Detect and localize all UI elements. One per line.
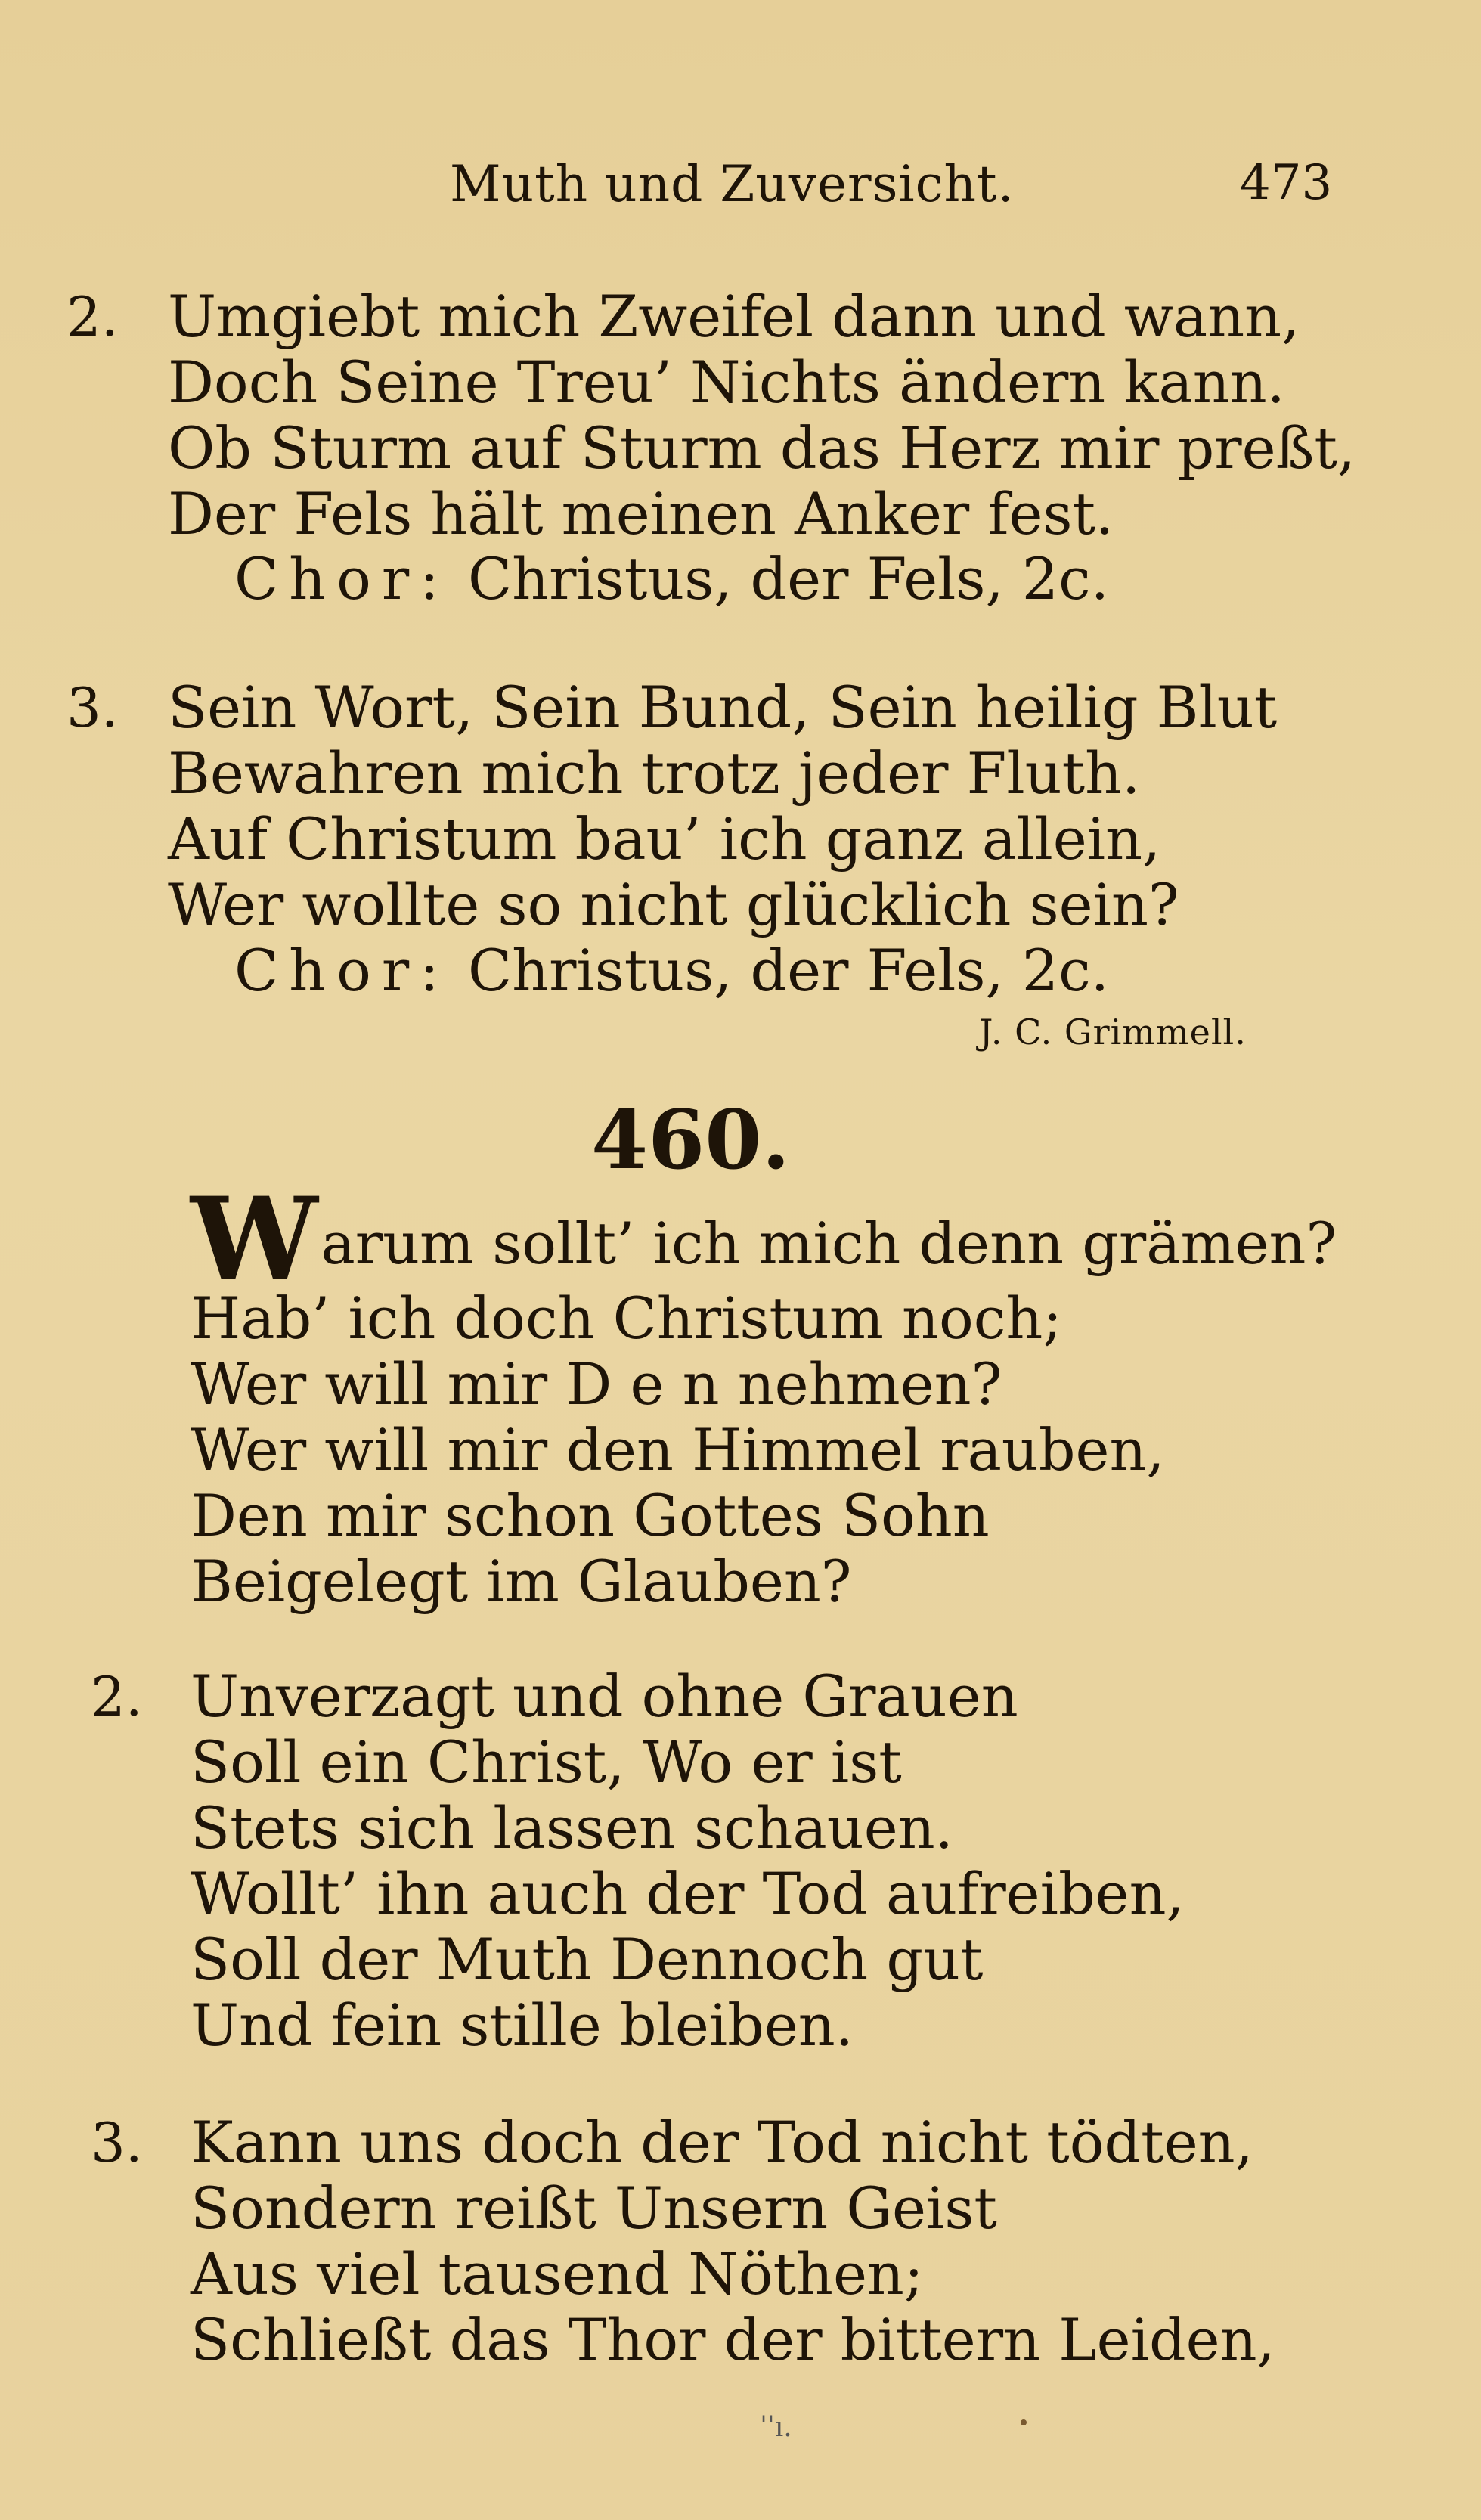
printer-marks: ˈˈı. xyxy=(760,2412,792,2443)
verse-line: Soll ein Christ, Wo er ist xyxy=(191,1728,902,1796)
first-line-text: arum sollt’ ich mich denn grämen? xyxy=(321,1210,1337,1277)
chorus-text: Christus, der Fels, 2c. xyxy=(467,937,1109,1004)
verse-first-line xyxy=(191,1173,1337,1306)
running-title: Muth und Zuversicht. xyxy=(450,155,1015,213)
verse-line: Doch Seine Treu’ Nichts ändern kann. xyxy=(168,349,1285,416)
verse-number: 3. xyxy=(91,2111,143,2174)
verse-number: 3. xyxy=(67,676,119,739)
verse-number: 2. xyxy=(91,1665,143,1728)
hymn-number: 460. xyxy=(591,1093,791,1188)
chorus-label: Chor: xyxy=(234,937,450,1004)
verse-line: Den mir schon Gottes Sohn xyxy=(191,1482,990,1549)
author-attribution: J. C. Grimmell. xyxy=(979,1012,1247,1052)
chorus-text: Christus, der Fels, 2c. xyxy=(467,545,1109,612)
verse-line: Soll der Muth Dennoch gut xyxy=(191,1926,984,1993)
verse-line: Hab’ ich doch Christum noch; xyxy=(191,1285,1062,1352)
chorus-line xyxy=(234,546,1109,612)
verse-line: Und fein stille bleiben. xyxy=(191,1992,854,2059)
chorus-line xyxy=(234,938,1109,1004)
page-number: 473 xyxy=(1240,155,1333,211)
verse-line: Sein Wort, Sein Bund, Sein heilig Blut xyxy=(168,674,1278,741)
verse-line: Stets sich lassen schauen. xyxy=(191,1794,953,1861)
verse-line: Schließt das Thor der bittern Leiden, xyxy=(191,2306,1275,2373)
page-header xyxy=(0,155,1481,215)
verse-line: Auf Christum bau’ ich ganz allein, xyxy=(168,805,1161,873)
verse-line: Wer wollte so nicht glücklich sein? xyxy=(168,871,1179,938)
chorus-label: Chor: xyxy=(234,545,450,612)
verse-line: Wer will mir D e n nehmen? xyxy=(191,1350,1002,1418)
verse-line: Beigelegt im Glauben? xyxy=(191,1548,852,1615)
verse-line: Der Fels hält meinen Anker fest. xyxy=(168,480,1114,547)
verse-line: Aus viel tausend Nöthen; xyxy=(191,2240,924,2308)
verse-number: 2. xyxy=(67,285,119,349)
drop-cap: W xyxy=(191,1173,318,1306)
verse-line: Kann uns doch der Tod nicht tödten, xyxy=(191,2109,1253,2176)
verse-line: Wollt’ ihn auch der Tod aufreiben, xyxy=(191,1860,1185,1927)
verse-line: Bewahren mich trotz jeder Fluth. xyxy=(168,739,1141,807)
verse-line: Unverzagt und ohne Grauen xyxy=(191,1663,1018,1730)
verse-line: Ob Sturm auf Sturm das Herz mir preßt, xyxy=(168,414,1356,482)
verse-line: Sondern reißt Unsern Geist xyxy=(191,2174,997,2242)
verse-line: Umgiebt mich Zweifel dann und wann, xyxy=(168,283,1300,350)
verse-line: Wer will mir den Himmel rauben, xyxy=(191,1416,1165,1483)
paper-blemish xyxy=(1021,2419,1027,2425)
